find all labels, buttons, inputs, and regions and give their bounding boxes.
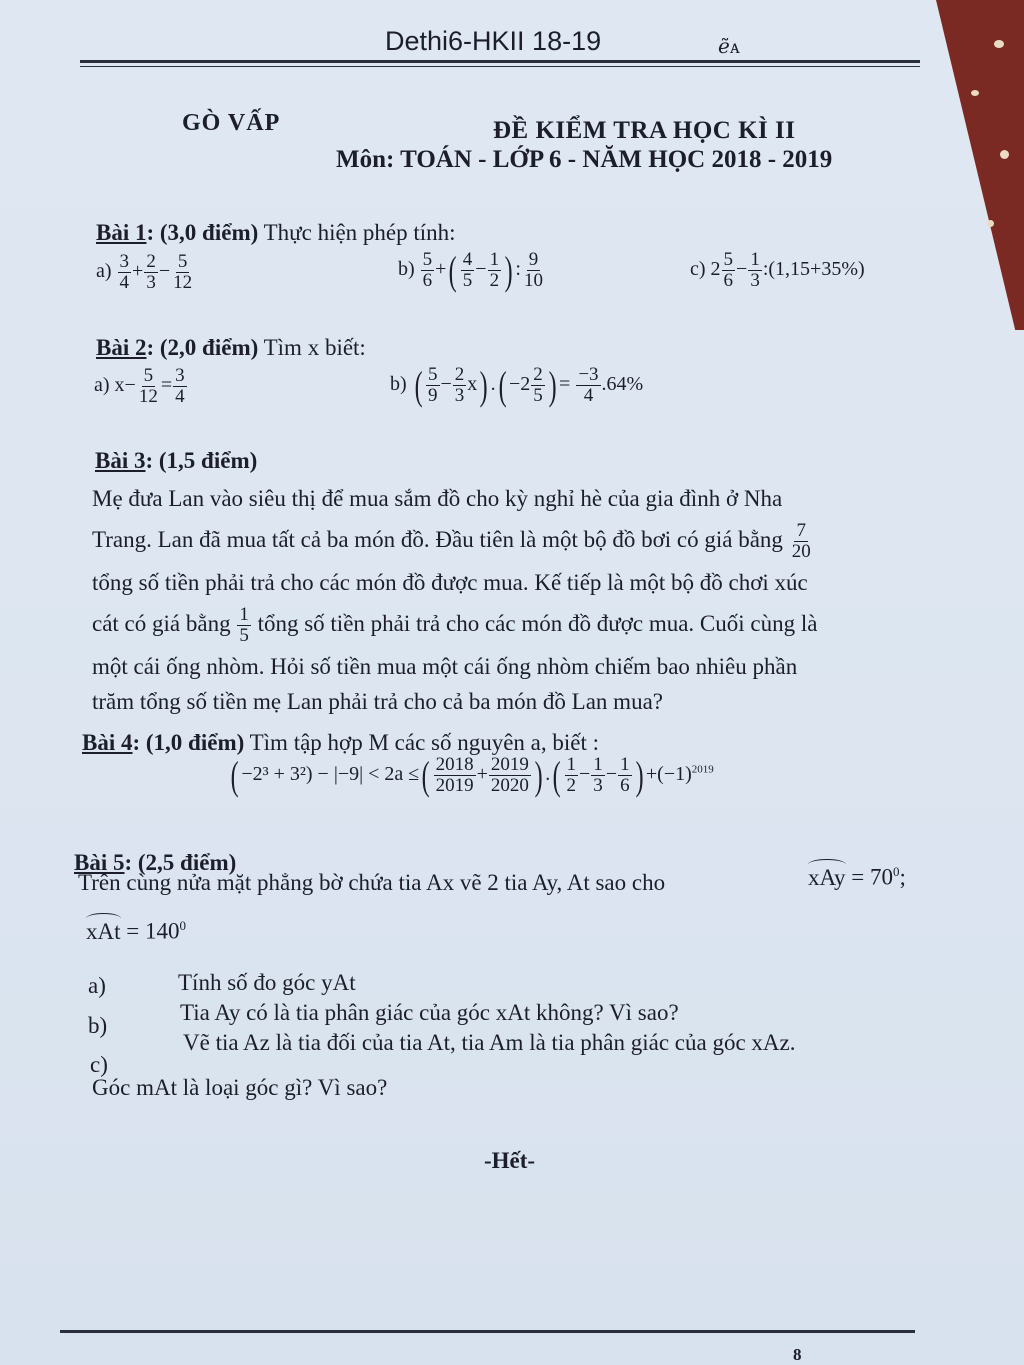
bai4-formula: ( −2³ + 3²) − |−9| < 2a ≤( $\frac{2018}{2019}$ + $\frac{2019}{2020}$ ) .( $\frac{1}{2}$ − $\frac{1}{3}$ − $\frac{1}{6}$ ) $+(-1)^{2019}$ <box>230 753 714 798</box>
bai1-b: b) $\frac{5}{6}$ +( $\frac{4}{5}$ − $\frac{1}{2}$ ) : $\frac{9}{10}$ <box>398 248 543 293</box>
fraction: $\frac{7}{20}$ <box>791 520 811 563</box>
fraction: $\frac{1}{2}$ <box>489 249 500 291</box>
scribble-mark: ℯ̃ᴀ <box>718 36 740 58</box>
bai5-qc-label: c) <box>90 1052 108 1077</box>
fraction: $\frac{3}{4}$ <box>175 365 185 407</box>
bai5-qc2: Góc mAt là loại góc gì? Vì sao? <box>92 1075 388 1100</box>
fraction: $\frac{-3}{4}$ <box>578 364 599 406</box>
bai4-points: : (1,0 điểm) <box>132 730 245 755</box>
fraction: $\frac{2}{3}$ <box>454 364 465 406</box>
angle-xAt: xAt <box>86 918 121 944</box>
bai1-points: : (3,0 điểm) <box>146 220 259 245</box>
bai5-angle2: xAt = $140^0$ <box>86 918 186 944</box>
bai1-c: c) 2 $\frac{5}{6}$ − $\frac{1}{3}$ :(1,15+35%) <box>690 249 865 291</box>
fabric-dot <box>971 90 979 96</box>
header-rule-thin <box>80 66 920 67</box>
bai3-line: tổng số tiền phải trả cho các món đồ được mua. Kế tiếp là một bộ đồ chơi xúc <box>92 570 808 596</box>
bai2-a: a) x− $\frac{5}{12}$ = $\frac{3}{4}$ <box>94 365 185 407</box>
bai5-angle1: xAy = $70^0$; <box>808 864 906 890</box>
bai1-a: a) $\frac{3}{4}$ + $\frac{2}{3}$ − $\frac{5}{12}$ <box>96 251 193 293</box>
fraction: $\frac{5}{6}$ <box>422 249 433 291</box>
bai3-line: Mẹ đưa Lan vào siêu thị để mua sắm đồ cho kỳ nghỉ hè của gia đình ở Nha <box>92 486 783 511</box>
item-label: b) <box>390 373 407 396</box>
item-label: a) <box>96 260 112 283</box>
fraction: $\frac{5}{12}$ <box>173 251 193 293</box>
bai3-heading <box>95 448 257 474</box>
fraction: $\frac{4}{5}$ <box>462 249 473 291</box>
page-number: 8 <box>793 1345 802 1364</box>
school-name: GÒ VẤP <box>182 110 281 136</box>
exam-subtitle: Môn: TOÁN - LỚP 6 - NĂM HỌC 2018 - 2019 <box>336 146 833 173</box>
bai2-b: b) ( $\frac{5}{9}$ − $\frac{2}{3}$ x) .( −2 $\frac{2}{5}$ ) = $\frac{-3}{4}$ .64% <box>390 363 644 408</box>
bai2-label: Bài 2 <box>96 335 147 360</box>
fabric-dot <box>1000 150 1009 159</box>
fraction: $\frac{1}{3}$ <box>750 249 760 291</box>
bai4-instruction: Tìm tập hợp M các số nguyên a, biết : <box>249 730 600 755</box>
bai2-heading <box>96 335 366 361</box>
angle-xAy: xAy <box>808 864 846 890</box>
bai1-label: Bài 1 <box>96 220 147 245</box>
bai2-points: : (2,0 điểm) <box>146 335 259 360</box>
header-title: Dethi6-HKII 18-19 <box>385 26 602 56</box>
bai3-line: một cái ống nhòm. Hỏi số tiền mua một cái ống nhòm chiếm bao nhiêu phần <box>92 654 798 680</box>
bai2-instruction: Tìm x biết: <box>263 335 366 360</box>
fraction: $\frac{2018}{2019}$ <box>435 754 474 796</box>
fraction: $\frac{5}{6}$ <box>723 249 734 291</box>
item-label: b) <box>398 258 415 281</box>
bai3-body <box>92 478 917 717</box>
fraction: $\frac{1}{5}$ <box>239 604 249 647</box>
bai3-line: cát có giá bằng $\frac{1}{5}$ tổng số tiền phải trả cho các món đồ được mua. Cuối cùng là <box>92 604 818 647</box>
background-fabric <box>914 0 1024 330</box>
header-rule <box>80 60 920 63</box>
bai3-points: : (1,5 điểm) <box>145 448 258 473</box>
fraction: $\frac{5}{9}$ <box>428 364 438 406</box>
exam-title: ĐỀ KIỂM TRA HỌC KÌ II <box>493 117 796 144</box>
bai4-label: Bài 4 <box>82 730 133 755</box>
bai3-label: Bài 3 <box>95 448 146 473</box>
bai5-qb-label: b) <box>88 1013 108 1038</box>
bai3-line: Trang. Lan đã mua tất cả ba món đồ. Đầu tiên là một bộ đồ bơi có giá bằng $\frac{7}{20}$ <box>92 520 811 563</box>
bai5-qa: Tính số đo góc yAt <box>178 970 356 995</box>
fraction: $\frac{2}{3}$ <box>146 251 156 293</box>
fraction: $\frac{2019}{2020}$ <box>490 754 529 796</box>
bai5-label: Bài 5 <box>74 850 125 875</box>
item-label: a) <box>94 374 110 397</box>
fraction: $\frac{9}{10}$ <box>523 249 543 291</box>
bai1-heading <box>96 220 456 246</box>
bai5-points: : (2,5 điểm) <box>124 850 237 875</box>
end-mark: -Hết- <box>484 1148 536 1173</box>
fraction: $\frac{3}{4}$ <box>119 251 130 293</box>
footer-rule <box>60 1330 915 1333</box>
bai5-qb: Tia Ay có là tia phân giác của góc xAt không? Vì sao? <box>180 1000 679 1025</box>
fraction: $\frac{2}{5}$ <box>533 364 543 406</box>
fabric-dot <box>994 40 1004 48</box>
fraction: $\frac{1}{6}$ <box>620 754 630 796</box>
fraction: $\frac{1}{2}$ <box>566 754 577 796</box>
fraction: $\frac{5}{12}$ <box>138 365 158 407</box>
bai3-line: trăm tổng số tiền mẹ Lan phải trả cho cả ba món đồ Lan mua? <box>92 689 663 715</box>
bai5-line1: Trên cùng nửa mặt phẳng bờ chứa tia Ax vẽ 2 tia Ay, At sao cho <box>78 870 666 895</box>
item-label: c) <box>690 258 706 281</box>
fraction: $\frac{1}{3}$ <box>593 754 603 796</box>
bai5-qc: Vẽ tia Az là tia đối của tia At, tia Am là tia phân giác của góc xAz. <box>183 1030 796 1055</box>
fabric-dot <box>987 220 994 227</box>
bai1-instruction: Thực hiện phép tính: <box>263 220 456 245</box>
bai5-qa-label: a) <box>88 973 106 998</box>
